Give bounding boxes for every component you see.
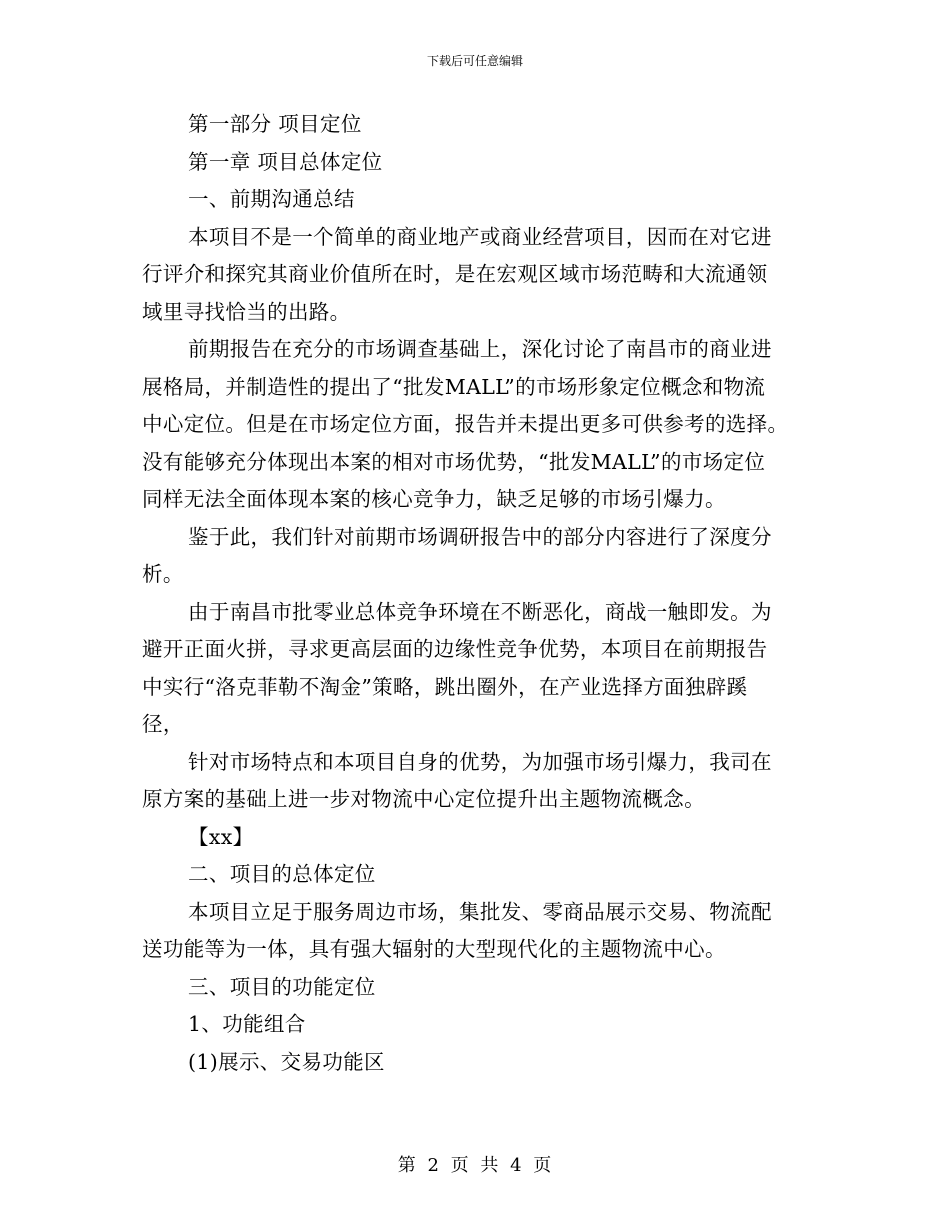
section-title-2: 二、项目的总体定位 bbox=[188, 862, 376, 886]
paragraph-line: 展格局，并制造性的提出了“批发MALL”的市场形象定位概念和物流 bbox=[142, 374, 766, 399]
paragraph-2 bbox=[142, 331, 810, 519]
part-title: 第一部分 项目定位 bbox=[188, 112, 362, 136]
page-footer-number: 第 2 页 共 4 页 bbox=[397, 1155, 553, 1176]
page-header-note: 下载后可任意编辑 bbox=[426, 54, 523, 68]
paragraph-line: 行评介和探究其商业价值所在时，是在宏观区域市场范畴和大流通领 bbox=[142, 262, 768, 286]
chapter-title: 第一章 项目总体定位 bbox=[188, 149, 383, 174]
paragraph-line: 析。 bbox=[142, 562, 184, 586]
paragraph-line: 同样无法全面体现本案的核心竞争力，缺乏足够的市场引爆力。 bbox=[142, 487, 726, 511]
paragraph-6 bbox=[142, 894, 810, 969]
paragraph-line: 由于南昌市批零业总体竞争环境在不断恶化，商战一触即发。为 bbox=[188, 599, 772, 624]
document-body bbox=[142, 106, 810, 1081]
paragraph-line: 本项目立足于服务周边市场，集批发、零商品展示交易、物流配 bbox=[188, 899, 772, 924]
paragraph-line: 中心定位。但是在市场定位方面，报告并未提出更多可供参考的选择。 bbox=[142, 412, 789, 436]
paragraph-line: 中实行“洛克菲勒不淘金”策略，跳出圈外，在产业选择方面独辟蹊 bbox=[142, 674, 748, 699]
paragraph-line: 避开正面火拼，寻求更高层面的边缘性竞争优势，本项目在前期报告 bbox=[142, 637, 768, 661]
paragraph-line: 域里寻找恰当的出路。 bbox=[142, 299, 351, 324]
subsection-title-1: 1、功能组合 bbox=[188, 1012, 306, 1036]
paragraph-line: 鉴于此，我们针对前期市场调研报告中的部分内容进行了深度分 bbox=[188, 524, 772, 549]
paragraph-line: 本项目不是一个简单的商业地产或商业经营项目，因而在对它进 bbox=[188, 224, 772, 249]
paragraph-4 bbox=[142, 594, 810, 744]
section-title-1: 一、前期沟通总结 bbox=[188, 187, 355, 211]
bracket-note: 【xx】 bbox=[188, 824, 254, 849]
section-title-3: 三、项目的功能定位 bbox=[188, 974, 376, 999]
paragraph-line: 原方案的基础上进一步对物流中心定位提升出主题物流概念。 bbox=[142, 787, 705, 811]
paragraph-line: 针对市场特点和本项目自身的优势，为加强市场引爆力，我司在 bbox=[188, 749, 772, 774]
paragraph-1 bbox=[142, 219, 810, 332]
subsection-item-1: (1)展示、交易功能区 bbox=[188, 1049, 385, 1074]
paragraph-line: 径， bbox=[142, 712, 184, 736]
paragraph-line: 送功能等为一体，具有强大辐射的大型现代化的主题物流中心。 bbox=[142, 937, 726, 961]
paragraph-line: 没有能够充分体现出本案的相对市场优势，“批发MALL”的市场定位 bbox=[142, 449, 766, 474]
paragraph-5 bbox=[142, 744, 810, 819]
paragraph-3 bbox=[142, 519, 810, 594]
paragraph-line: 前期报告在充分的市场调查基础上，深化讨论了南昌市的商业进 bbox=[188, 337, 772, 361]
